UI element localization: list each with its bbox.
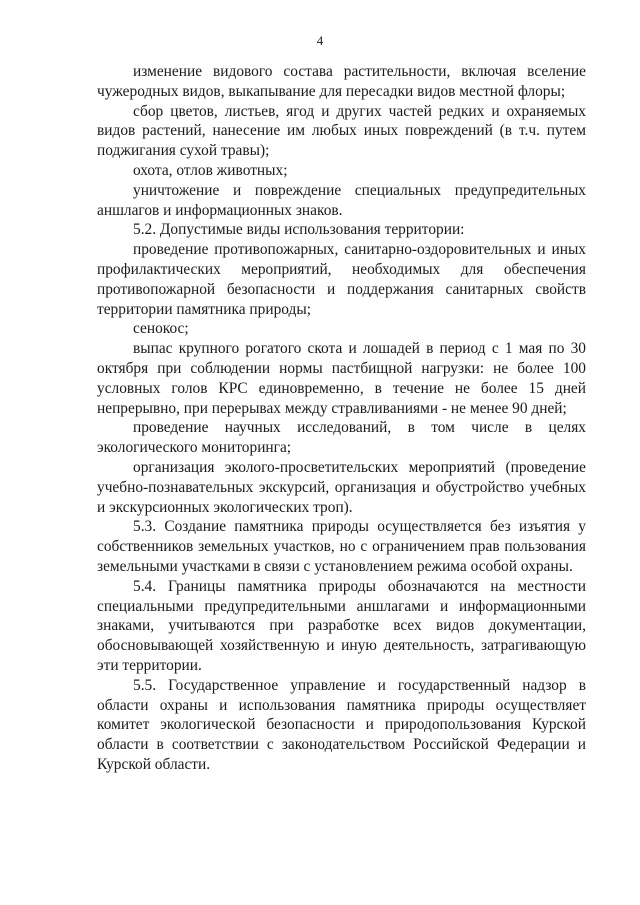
paragraph: уничтожение и повреждение специальных предупредительных аншлагов и информационных знаков. — [97, 181, 586, 219]
section-5-3: 5.3. Создание памятника природы осуществляется без изъятия у собственников земельных участков, но с ограничением прав пользования земельными участками в связи с установлением режима особой охраны. — [97, 518, 586, 575]
paragraph: проведение научных исследований, в том числе в целях экологического мониторинга; — [97, 419, 586, 457]
section-5-4: 5.4. Границы памятника природы обозначаются на местности специальными предупредительными аншлагами и информационными знаками, учитываются при разработке всех видов документации, обосновывающей хозяйственную и иную деятельность, затрагивающую эти территории. — [97, 577, 586, 674]
paragraph: сенокос; — [133, 320, 189, 338]
section-heading-5-2: 5.2. Допустимые виды использования территории: — [133, 221, 465, 239]
document-body — [97, 62, 586, 775]
paragraph: охота, отлов животных; — [133, 161, 288, 179]
paragraph: проведение противопожарных, санитарно-оздоровительных и иных профилактических мероприятий, необходимых для обеспечения противопожарной безопасности и поддержания санитарных свойств территории памятника природы; — [97, 241, 586, 318]
section-5-5: 5.5. Государственное управление и государственный надзор в области охраны и использования памятника природы осуществляет комитет экологической безопасности и природопользования Курской области в соответствии с законодательством Российской Федерации и Курской области. — [97, 676, 586, 773]
paragraph: организация эколого-просветительских мероприятий (проведение учебно-познавательных экскурсий, организация и обустройство учебных и экскурсионных экологических троп). — [97, 458, 586, 516]
paragraph: выпас крупного рогатого скота и лошадей в период с 1 мая по 30 октября при соблюдении нормы пастбищной нагрузки: не более 100 условных голов КРС единовременно, в течение не более 15 дней непрерывно, при перерывах между стравливаниями - не менее 90 дней; — [97, 340, 586, 417]
page-number: 4 — [316, 33, 324, 48]
paragraph: сбор цветов, листьев, ягод и других частей редких и охраняемых видов растений, нанесение им любых иных повреждений (в т.ч. путем поджигания сухой травы); — [97, 102, 586, 160]
paragraph: изменение видового состава растительности, включая вселение чужеродных видов, выкапывание для пересадки видов местной флоры; — [97, 63, 586, 100]
